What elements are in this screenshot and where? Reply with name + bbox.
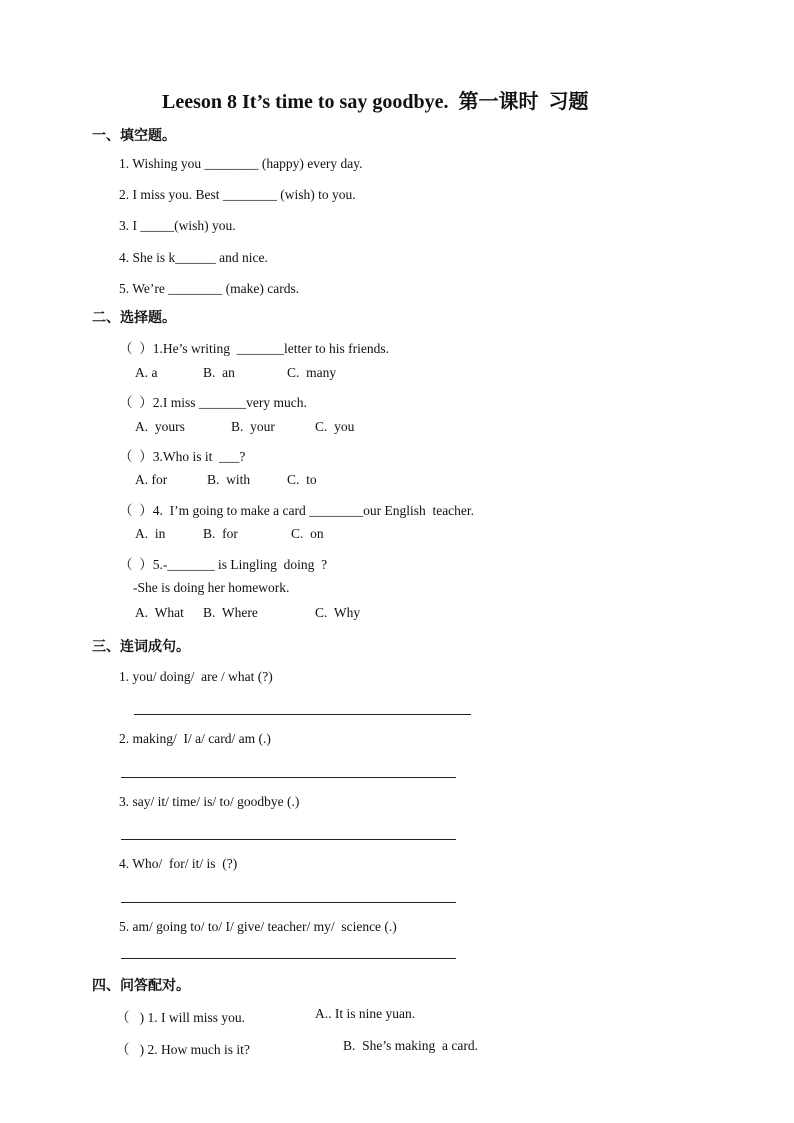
choice-option-c: C. to	[287, 472, 317, 487]
choice-option-a: A. for	[135, 472, 168, 487]
match-question-1: （ ) 1. I will miss you.	[116, 1010, 246, 1025]
answer-line-4[interactable]	[121, 902, 456, 903]
fill-item-1: 1. Wishing you ________ (happy) every day.	[119, 156, 363, 171]
sentence-item-2: 2. making/ I/ a/ card/ am (.)	[119, 731, 271, 746]
fill-item-2: 2. I miss you. Best ________ (wish) to you.	[119, 187, 356, 202]
choice-option-b: B. Where	[203, 605, 258, 620]
section-1-heading: 一、填空题。	[92, 128, 176, 144]
choice-option-b: B. with	[207, 472, 251, 487]
match-question-2: （ ) 2. How much is it?	[116, 1042, 250, 1057]
fill-item-5: 5. We’re ________ (make) cards.	[119, 281, 300, 296]
page-title: Leeson 8 It’s time to say goodbye. 第一课时 习题	[162, 91, 589, 113]
fill-item-4: 4. She is k______ and nice.	[119, 250, 268, 265]
section-4-heading: 四、问答配对。	[92, 978, 190, 994]
answer-line-5[interactable]	[121, 958, 456, 959]
choice-question-4: （ ）4. I’m going to make a card ________our English teacher.	[119, 503, 475, 518]
sentence-item-5: 5. am/ going to/ to/ I/ give/ teacher/ my/ science (.)	[119, 919, 397, 934]
choice-option-a: A. yours	[135, 419, 185, 434]
choice-question-2: （ ）2.I miss _______very much.	[119, 395, 307, 410]
section-3-heading: 三、连词成句。	[92, 639, 190, 655]
match-answer-a: A.. It is nine yuan.	[315, 1006, 416, 1021]
sentence-item-3: 3. say/ it/ time/ is/ to/ goodbye (.)	[119, 794, 300, 809]
choice-option-a: A. What	[135, 605, 184, 620]
choice-question-3: （ ）3.Who is it ___?	[119, 449, 246, 464]
section-2-heading: 二、选择题。	[92, 310, 176, 326]
choice-question-1: （ ）1.He’s writing _______letter to his friends.	[119, 341, 389, 356]
choice-option-c: C. you	[315, 419, 355, 434]
choice-option-b: B. for	[203, 526, 238, 541]
answer-line-1[interactable]	[134, 714, 471, 715]
choice-question-5: （ ）5.-_______ is Lingling doing ?	[119, 557, 328, 572]
choice-option-b: B. an	[203, 365, 235, 380]
choice-option-a: A. a	[135, 365, 158, 380]
answer-line-3[interactable]	[121, 839, 456, 840]
match-answer-b: B. She’s making a card.	[343, 1038, 478, 1053]
sentence-item-4: 4. Who/ for/ it/ is (?)	[119, 856, 238, 871]
choice-option-c: C. Why	[315, 605, 361, 620]
choice-option-b: B. your	[231, 419, 275, 434]
choice-option-c: C. on	[291, 526, 324, 541]
choice-question-5-answer-line: -She is doing her homework.	[133, 580, 290, 595]
fill-item-3: 3. I _____(wish) you.	[119, 218, 236, 233]
choice-option-a: A. in	[135, 526, 166, 541]
sentence-item-1: 1. you/ doing/ are / what (?)	[119, 669, 273, 684]
choice-option-c: C. many	[287, 365, 337, 380]
answer-line-2[interactable]	[121, 777, 456, 778]
